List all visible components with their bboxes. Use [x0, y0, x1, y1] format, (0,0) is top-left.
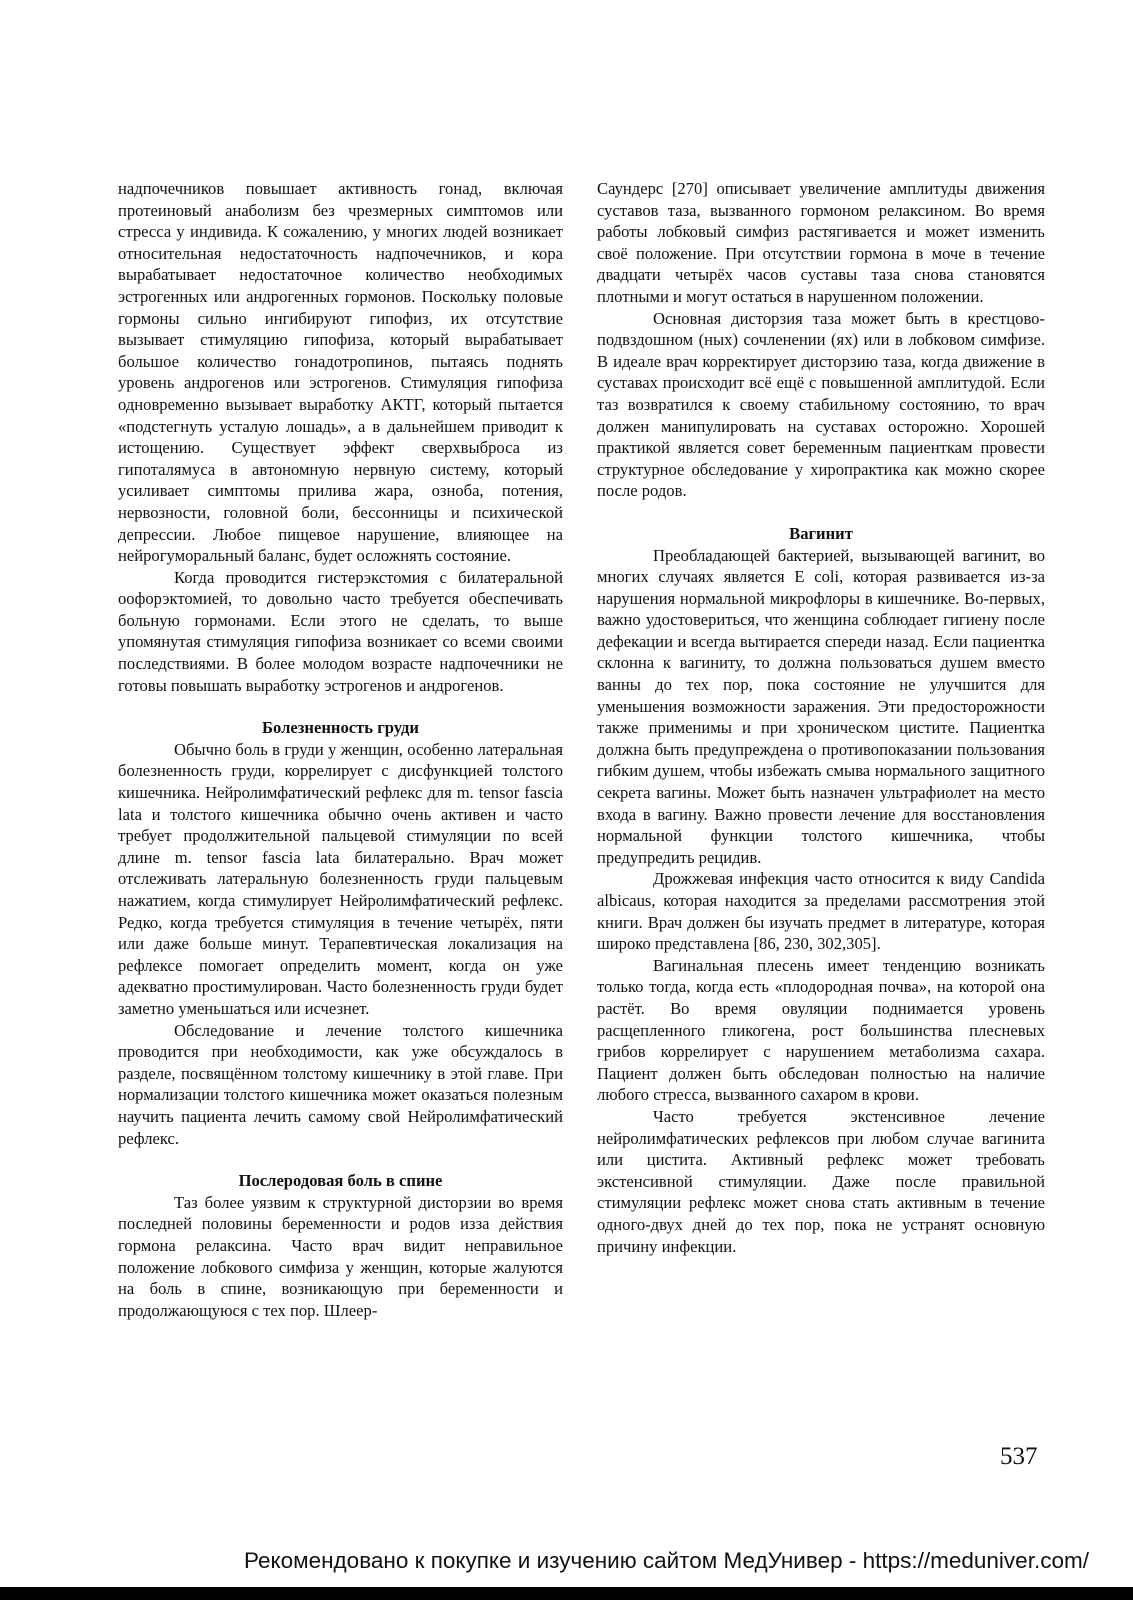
paragraph: Обследование и лечение толстого кишечника проводится при необходимости, как уже обсуждалось в разделе, посвящённом толстому кишечнику в этой главе. При нормализации толстого кишечника может оказаться полезным научить пациента лечить самому свой Нейролимфатический рефлекс. — [118, 1020, 563, 1148]
paragraph: Дрожжевая инфекция часто относится к виду Candida albicaus, которая находится за пределами рассмотрения этой книги. Врач должен бы изучать предмет в литературе, которая широко представлена [86, 230, 302,305]. — [597, 869, 1045, 954]
paragraph: Вагинальная плесень имеет тенденцию возникать только тогда, когда есть «плодородная почва», на которой она растёт. Во время овуляции поднимается уровень расщепленного гликогена, рост большинства плесневых грибов коррелирует с нарушением метаболизма сахара. Пациент должен быть обследован полностью на наличие любого стресса, вызванного сахаром в крови. — [597, 955, 1045, 1105]
section-heading-back-pain: Послеродовая боль в спине — [238, 1171, 443, 1191]
paragraph: Преобладающей бактерией, вызывающей вагинит, во многих случаях является E coli, которая развивается из-за нарушения нормальной микрофлоры в кишечнике. Во-первых, важно удостовериться, что женщина соблюдает гигиену после дефекации и всегда вытирается спереди назад. Если пациентка склонна к вагиниту, то должна пользоваться душем вместо ванны до тех пор, пока состояние не улучшится для уменьшения возможности заражения. Эти предосторожности также применимы и при хроническом цистите. Пациентка должна быть предупреждена о противопоказании пользования гибким душем, чтобы избежать смыва нормального защитного секрета вагины. Может быть назначен ультрафиолет на место входа в вагину. Важно провести лечение для восстановления нормальной функции толстого кишечника, чтобы предупредить рецидив. — [597, 545, 1045, 867]
footer-banner[interactable]: Рекомендовано к покупке и изучению сайтом МедУнивер - https://meduniver.com/ — [244, 1548, 1089, 1573]
section-heading-vaginitis: Вагинит — [789, 523, 853, 543]
paragraph: Саундерс [270] описывает увеличение амплитуды движения суставов таза, вызванного гормоном релаксином. Во время работы лобковый симфиз растягивается и может изменить своё положение. При отсутствии гормона в моче в течение двадцати четырёх часов суставы таза снова становятся плотными и могут остаться в нарушенном положении. — [597, 179, 1045, 306]
right-column — [597, 178, 1045, 1257]
section-heading-breast: Болезненность груди — [262, 718, 419, 738]
paragraph: Обычно боль в груди у женщин, особенно латеральная болезненность груди, коррелирует с дисфункцией толстого кишечника. Нейролимфатический рефлекс для m. tensor fascia lata и толстого кишечника обычно очень активен и часто требует продолжительной пальцевой стимуляции по всей длине m. tensor fascia lata билатерально. Врач может отслеживать латеральную болезненность груди пальцевым нажатием, когда стимулирует Нейролимфатический рефлекс. Редко, когда требуется стимуляция в течение четырёх, пяти или даже больше минут. Терапевтическая локализация на рефлексе помогает определить момент, когда он уже адекватно простимулирован. Часто болезненность груди будет заметно уменьшаться или исчезнет. — [118, 739, 563, 1018]
paragraph: Таз более уязвим к структурной дисторзии во время последней половины беременности и родов изза действия гормона релаксина. Часто врач видит неправильное положение лобкового симфиза у женщин, которые жалуются на боль в спине, возникающую при беременности и продолжающуюся с тех пор. Шлеер- — [118, 1192, 563, 1320]
paragraph: Основная дисторзия таза может быть в крестцово-подвздошном (ных) сочленении (ях) или в лобковом симфизе. В идеале врач корректирует дисторзию таза, когда движение в суставах происходит всё ещё с повышенной амплитудой. Если таз возвратился к своему стабильному состоянию, то врач должен манипулировать на суставах осторожно. Хорошей практикой является совет беременным пациенткам провести структурное обследование у хиропрактика как можно скорее после родов. — [597, 308, 1045, 501]
paragraph: Когда проводится гистерэкстомия с билатеральной оофорэктомией, то довольно часто требуется обеспечивать больную гормонами. Если этого не сделать, то выше упомянутая стимуляция гипофиза возникает со всеми своими последствиями. В более молодом возрасте надпочечники не готовы повышать выработку эстрогенов и андрогенов. — [118, 567, 563, 695]
paragraph: надпочечников повышает активность гонад, включая протеиновый анаболизм без чрезмерных симптомов или стресса у индивида. К сожалению, у многих людей возникает относительная недостаточность надпочечников, и кора вырабатывает недостаточное количество необходимых эстрогенных или андрогенных гормонов. Поскольку половые гормоны сильно ингибируют гипофиз, их отсутствие вызывает стимуляцию гипофиза, который вырабатывает большое количество гонадотропинов, пытаясь поднять уровень андрогенов или эстрогенов. Стимуляция гипофиза одновременно вызывает выработку АКТГ, который пытается «подстегнуть усталую лошадь», а в дальнейшем приводит к истощению. Существует эффект сверхвыброса из гипоталямуса в автономную нервную систему, который усиливает симптомы прилива жара, озноба, потения, нервозности, головной боли, бессонницы и психической депрессии. Любое пищевое нарушение, влияющее на нейрогуморальный баланс, будет осложнять состояние. — [118, 179, 563, 566]
page-number: 537 — [1000, 1443, 1038, 1470]
paragraph: Часто требуется экстенсивное лечение нейролимфатических рефлексов при любом случае вагинита или цистита. Активный рефлекс может требовать экстенсивной стимуляции. Даже после правильной стимуляции рефлекс может снова стать активным в течение одного-двух дней до тех пор, пока не устранят основную причину инфекции. — [597, 1106, 1045, 1256]
bottom-bar — [0, 1587, 1133, 1600]
left-column — [118, 178, 563, 1321]
